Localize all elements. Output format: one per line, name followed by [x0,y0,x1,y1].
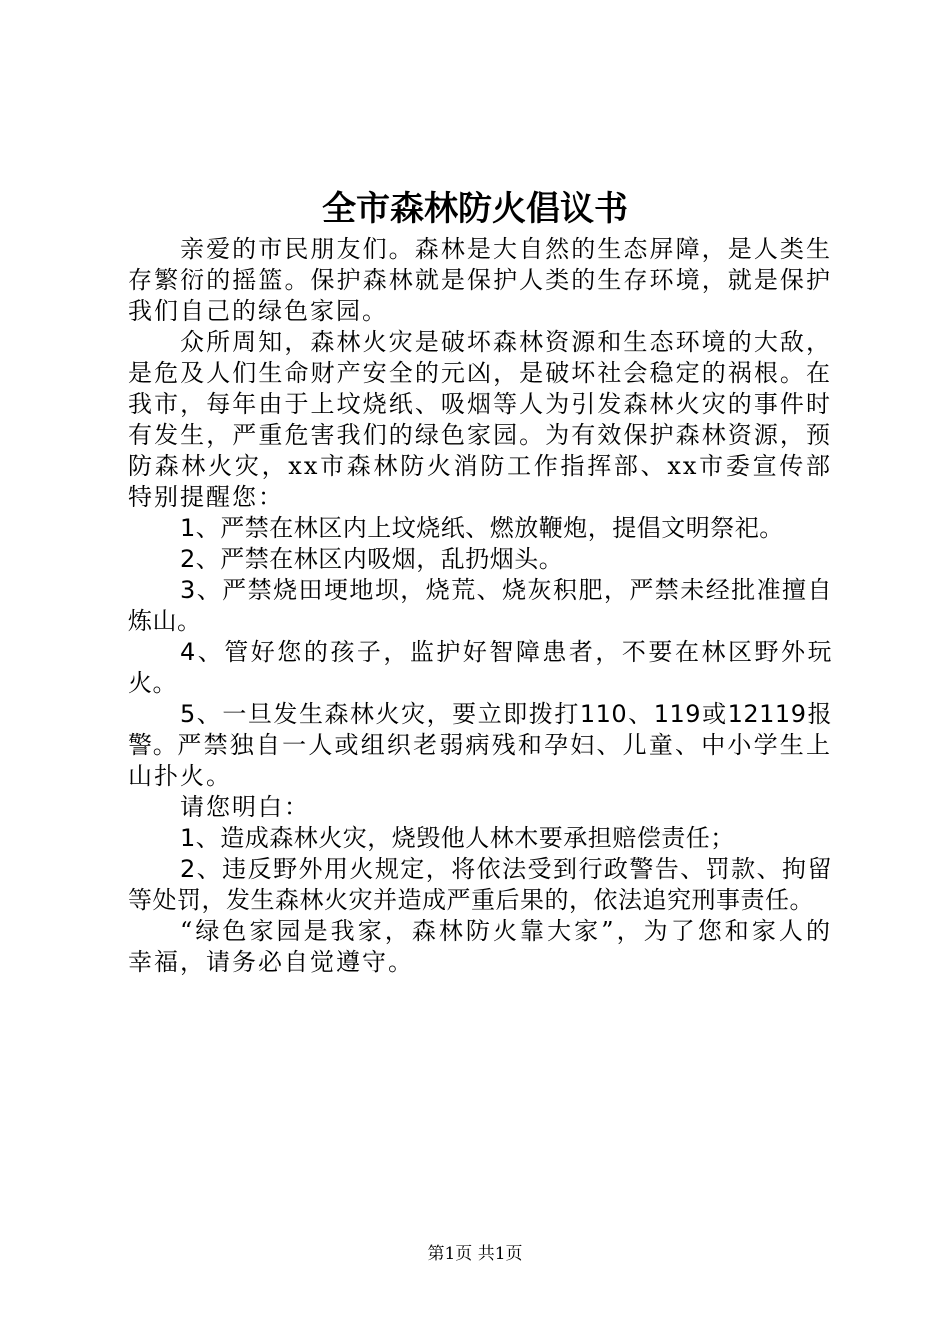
rule-item-5-main: 5、一旦发生森林火灾，要立即拨打110、119或12119报警。 [128,700,832,759]
rule-item-2: 2、严禁在林区内吸烟，乱扔烟头。 [180,545,564,573]
page-footer: 第1页 共1页 [427,1244,523,1264]
rule-item-5 [128,699,832,792]
document-title: 全市森林防火倡议书 [322,189,628,229]
notice-item-1: 1、造成森林火灾，烧毁他人林木要承担赔偿责任； [180,824,735,852]
rule-item-1: 1、严禁在林区内上坟烧纸、燃放鞭炮，提倡文明祭祀。 [180,514,784,542]
document-body [128,234,832,978]
notice-intro: 请您明白： [180,793,310,821]
background-paragraph: 众所周知，森林火灾是破坏森林资源和生态环境的大敌，是危及人们生命财产安全的元凶，是破坏社会稳定的祸根。在我市，每年由于上坟烧纸、吸烟等人为引发森林火灾的事件时有发生，严重危害我们的绿色家园。为有效保护森林资源，预防森林火灾，xx市森林防火消防工作指挥部、xx市委宣传部特别提醒您： [128,328,832,511]
notice-item-2: 2、违反野外用火规定，将依法受到行政警告、罚款、拘留等处罚，发生森林火灾并造成严重后果的，依法追究刑事责任。 [128,855,832,914]
intro-paragraph: 亲爱的市民朋友们。森林是大自然的生态屏障，是人类生存繁衍的摇篮。保护森林就是保护人类的生存环境，就是保护我们自己的绿色家园。 [128,235,832,325]
rule-item-4: 4、管好您的孩子，监护好智障患者，不要在林区野外玩火。 [128,638,832,697]
rule-item-5-tail: 严禁独自一人或组织老弱病残和孕妇、儿童、中小学生上山扑火。 [128,731,833,790]
rule-item-3: 3、严禁烧田埂地坝，烧荒、烧灰积肥，严禁未经批准擅自炼山。 [128,576,832,635]
closing-paragraph: “绿色家园是我家，森林防火靠大家”，为了您和家人的幸福，请务必自觉遵守。 [128,917,832,976]
